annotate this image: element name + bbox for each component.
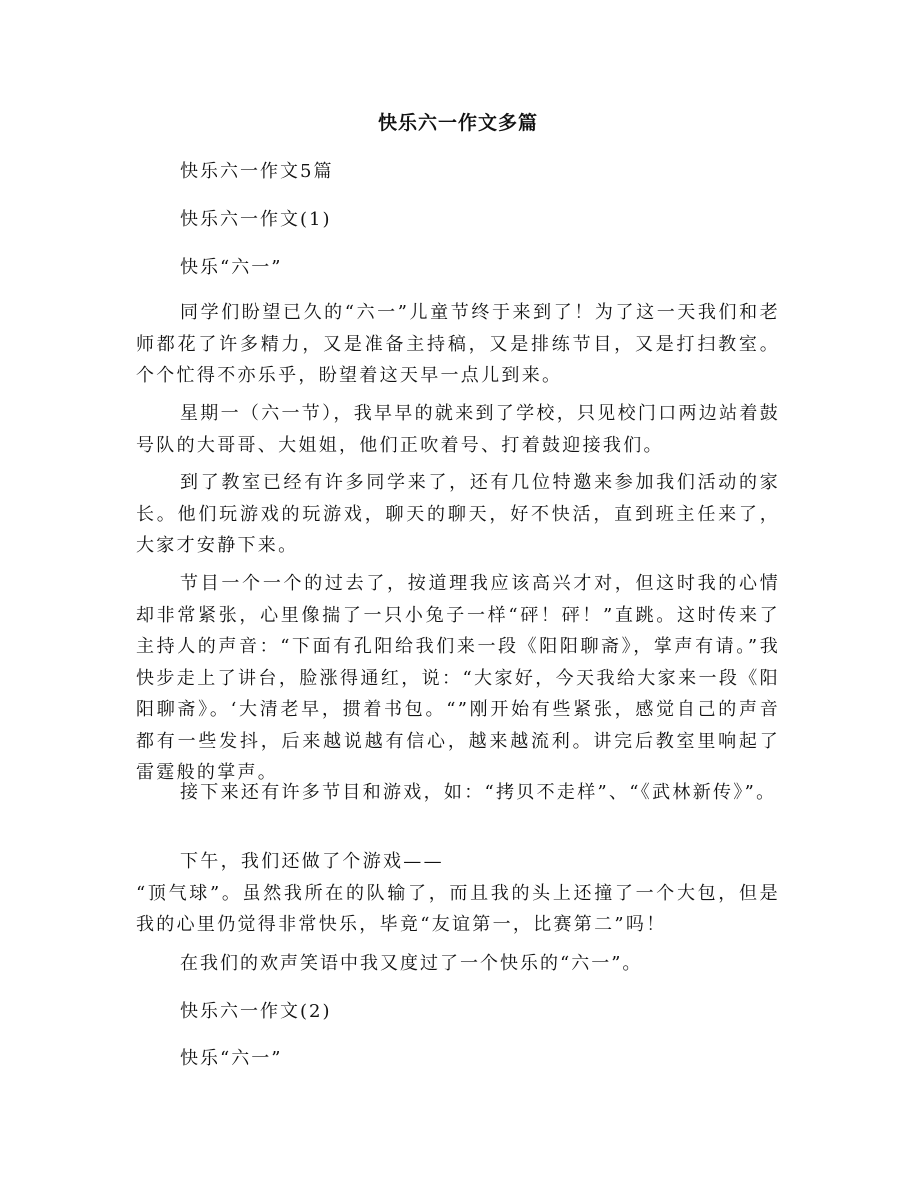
paragraph: 星期一（六一节），我早早的就来到了学校，只见校门口两边站着鼓号队的大哥哥、大姐姐，他们正吹着号、打着鼓迎接我们。: [136, 403, 780, 456]
document-title: 快乐六一作文多篇: [377, 112, 538, 134]
essay-1-title: 快乐“六一”: [180, 257, 283, 278]
essay-2-title: 快乐“六一”: [180, 1048, 283, 1069]
essay-1-heading: 快乐六一作文(1): [180, 209, 332, 230]
paragraph-continuation: “顶气球”。虽然我所在的队输了，而且我的头上还撞了一个大包，但是我的心里仍觉得非常快乐，毕竟“友谊第一，比赛第二”吗！: [136, 882, 780, 935]
paragraph: 接下来还有许多节目和游戏，如：“拷贝不走样”、“《武林新传》”。: [180, 782, 777, 803]
essay-2-heading: 快乐六一作文(2): [180, 1001, 332, 1022]
paragraph: [136, 846, 780, 941]
collection-subtitle: 快乐六一作文5篇: [180, 161, 334, 182]
paragraph: 同学们盼望已久的“六一”儿童节终于来到了！为了这一天我们和老师都花了许多精力，又是准备主持稿，又是排练节目，又是打扫教室。个个忙得不亦乐乎，盼望着这天早一点儿到来。: [136, 302, 780, 386]
paragraph-line: 下午，我们还做了个游戏——: [180, 851, 444, 872]
paragraph: 到了教室已经有许多同学来了，还有几位特邀来参加我们活动的家长。他们玩游戏的玩游戏，聊天的聊天，好不快活，直到班主任来了，大家才安静下来。: [136, 472, 780, 556]
paragraph: 在我们的欢声笑语中我又度过了一个快乐的“六一”。: [180, 953, 643, 974]
paragraph: 节目一个一个的过去了，按道理我应该高兴才对，但这时我的心情却非常紧张，心里像揣了一只小兔子一样“砰！砰！”直跳。这时传来了主持人的声音：“下面有孔阳给我们来一段《阳阳聊斋》，掌声有请。”我快步走上了讲台，脸涨得通红，说：“大家好，今天我给大家来一段《阳阳聊斋》。‘大清老早，掼着书包。“”刚开始有些紧张，感觉自己的声音都有一些发抖，后来越说越有信心，越来越流利。讲完后教室里响起了雷霆般的掌声。: [136, 573, 780, 783]
